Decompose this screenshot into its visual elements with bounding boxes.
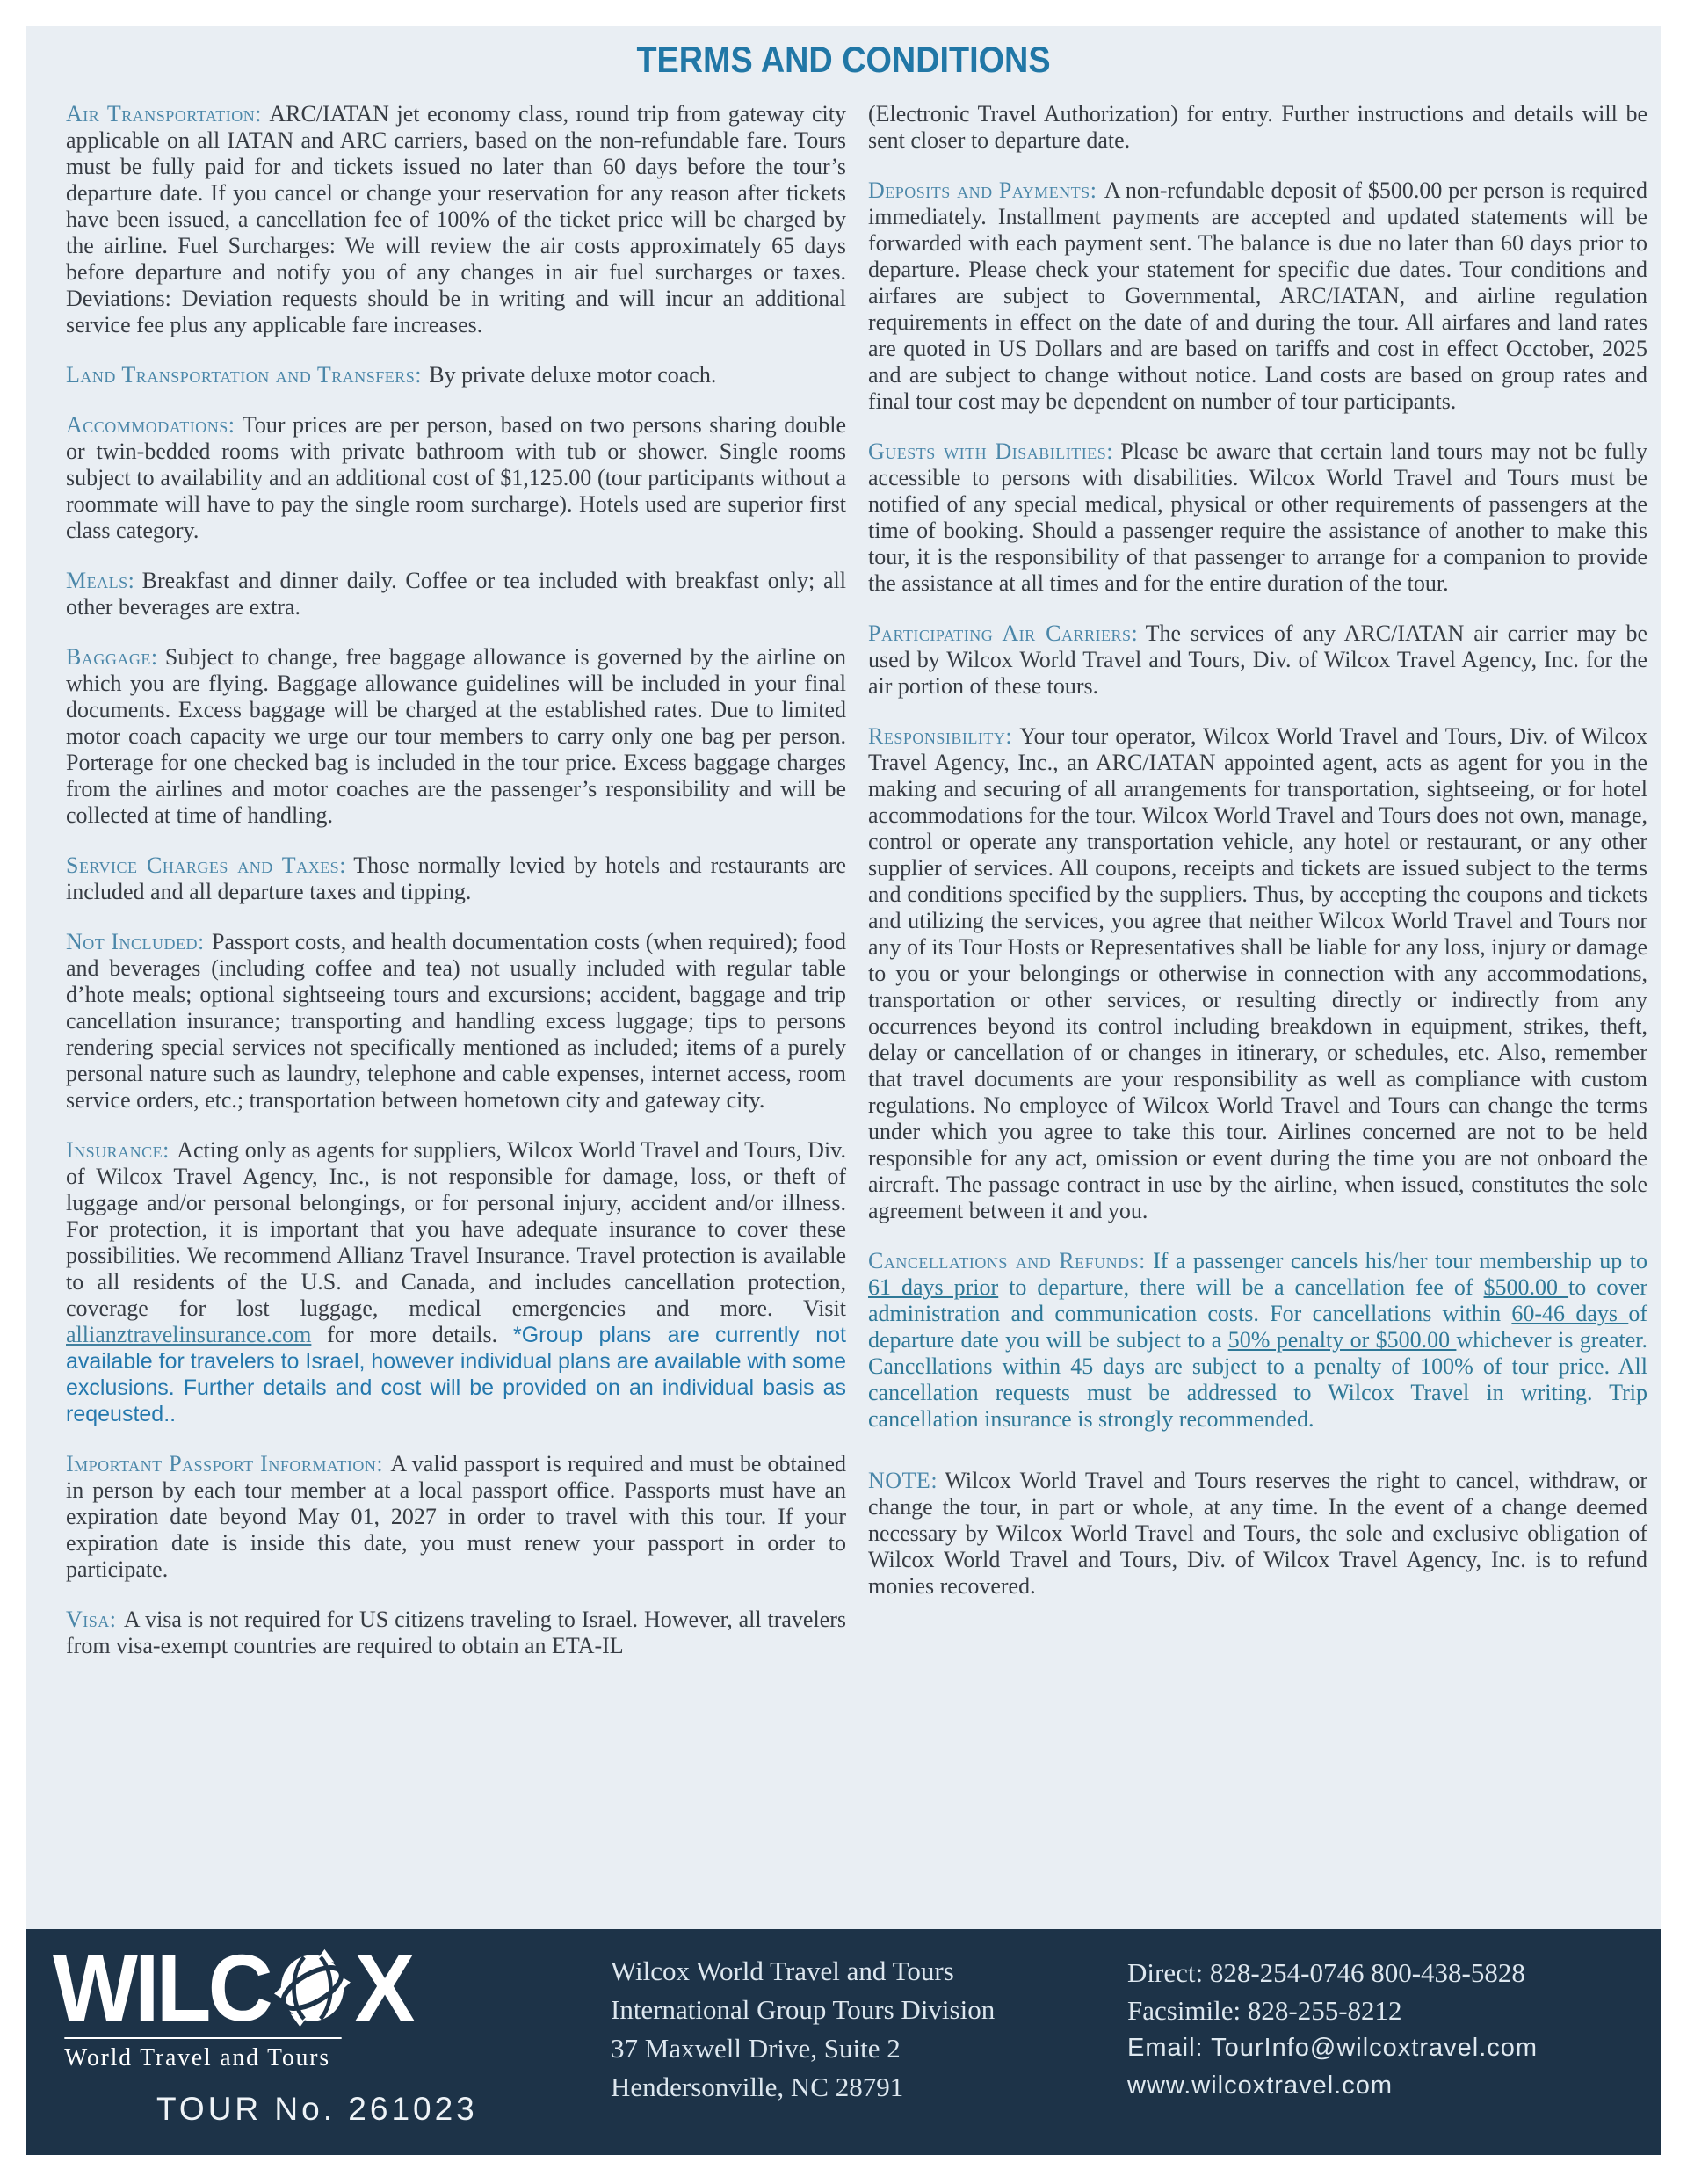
footer-band — [26, 1929, 1661, 2155]
contact-direct-phone: Direct: 828-254-0746 800-438-5828 — [1127, 1957, 1525, 1988]
tour-number: TOUR No. 261023 — [156, 2091, 478, 2127]
address-company: Wilcox World Travel and Tours — [611, 1955, 954, 1986]
section-cancellations-refunds — [868, 1248, 1647, 1433]
section-body: Passport costs, and health documentation costs (when required); food and beverages (including coffee and tea) not usually included with regular table d’hote meals; optional sightseeing tours and excursions; accident, baggage and trip cancellation insurance; transporting and handling excess luggage; tips to persons rendering special services not specifically mentioned as included; items of a purely personal nature such as laundry, telephone and cable expenses, internet access, room service orders, etc.; transportation between hometown city and gateway city. — [66, 929, 846, 1113]
logo-subtitle: World Travel and Tours — [64, 2037, 341, 2072]
section-responsibility — [868, 723, 1647, 1224]
section-air-carriers — [868, 620, 1647, 700]
section-heading: Baggage: — [66, 644, 158, 670]
left-column — [66, 101, 846, 1683]
address-street: 37 Maxwell Drive, Suite 2 — [611, 2033, 901, 2064]
section-body: Tour prices are per person, based on two persons sharing double or twin-bedded rooms with private bathroom with tub or shower. Single rooms subject to availability and an additional cost of $1,125.00 (tour participants without a roommate will have to pay the single room surcharge). Hotels used are superior first class category. — [66, 412, 846, 543]
section-body: A non-refundable deposit of $500.00 per person is required immediately. Installment payments are accepted and updated statements will be forwarded with each payment sent. The balance is due no later than 60 days prior to departure. Please check your statement for specific due dates. Tour conditions and airfares are subject to Governmental, ARC/IATAN, and airline regulation requirements in effect on the date of and during the tour. All airfares and land rates are quoted in US Dollars and are based on tariffs and cost in effect Occtober, 2025 and are subject to change without notice. Land costs are based on group rates and final tour cost may be dependent on number of tour participants. — [868, 178, 1647, 414]
section-body: for more details. — [311, 1322, 513, 1347]
logo-text-end: X — [354, 1934, 412, 2041]
section-visa-continuation — [868, 101, 1647, 154]
cancellation-window-underlined: 60-46 days — [1511, 1301, 1629, 1326]
section-service-charges — [66, 853, 846, 905]
section-body: The services of any ARC/IATAN air carrier may be used by Wilcox World Travel and Tours, Div. of Wilcox Travel Agency, Inc. for the air portion of these tours. — [868, 620, 1647, 699]
address-city: Hendersonville, NC 28791 — [611, 2072, 904, 2102]
section-heading: Air Transportation: — [66, 101, 263, 127]
section-passport-information — [66, 1451, 846, 1583]
contact-email[interactable]: Email: TourInfo@wilcoxtravel.com — [1127, 2034, 1539, 2062]
section-air-transportation — [66, 101, 846, 338]
section-meals — [66, 568, 846, 620]
wilcox-logo-word — [53, 1934, 437, 2041]
section-body: If a passenger cancels his/her tour membership up to — [1153, 1248, 1647, 1273]
insurance-group-plans-note: *Group plans are currently not available for travelers to Israel, however individual plans are available with some exclusions. Further details and cost will be provided on an individual basis as reqeusted.. — [66, 1323, 846, 1426]
logo-text-start: WILC — [53, 1934, 270, 2041]
section-insurance — [66, 1137, 846, 1427]
section-body: Wilcox World Travel and Tours reserves the right to cancel, withdraw, or change the tour, in part or whole, at any time. In the event of a change deemed necessary by Wilcox World Travel and Tours, the sole and exclusive obligation of Wilcox World Travel and Tours, Div. of Wilcox Travel Agency, Inc. is to refund monies recovered. — [868, 1468, 1647, 1599]
section-body: to cover administration and communication costs. For cancellations within — [868, 1274, 1648, 1326]
section-heading: Service Charges and Taxes: — [66, 853, 346, 878]
section-deposits-payments — [868, 178, 1647, 415]
section-not-included — [66, 929, 846, 1114]
section-heading: Participating Air Carriers: — [868, 620, 1139, 646]
section-body: (Electronic Travel Authorization) for entry. Further instructions and details will be sent closer to departure date. — [868, 101, 1647, 153]
section-body: By private deluxe motor coach. — [429, 362, 717, 388]
section-land-transportation — [66, 362, 846, 388]
section-heading: Accommodations: — [66, 412, 235, 438]
section-heading: Guests with Disabilities: — [868, 439, 1113, 464]
address-division: International Group Tours Division — [611, 1994, 996, 2025]
section-heading: Meals: — [66, 568, 135, 593]
section-visa — [66, 1607, 846, 1659]
section-body: Please be aware that certain land tours may not be fully accessible to persons with disabilities. Wilcox World Travel and Tours must be notified of any special medical, physical or other requirements of passengers at the time of booking. Should a passenger require the assistance of another to make this tour, it is the responsibility of that passenger to arrange for a companion to provide the assistance at all times and for the entire duration of the tour. — [868, 439, 1647, 596]
right-column — [868, 101, 1647, 1623]
section-heading: Not Included: — [66, 929, 205, 954]
section-heading: Visa: — [66, 1607, 117, 1632]
page-title: TERMS AND CONDITIONS — [636, 39, 1051, 80]
section-heading: Deposits and Payments: — [868, 178, 1097, 203]
section-body: ARC/IATAN jet economy class, round trip from gateway city applicable on all IATAN and ARC carriers, based on the non-refundable fare. Tours must be fully paid for and tickets issued no later than 60 days before the tour’s departure date. If you cancel or change your reservation for any reason after tickets have been issued, a cancellation fee of 100% of the ticket price will be charged by the airline. Fuel Surcharges: We will review the air costs approximately 65 days before departure and notify you of any changes in air fuel surcharges or taxes. Deviations: Deviation requests should be in writing and will incur an additional service fee plus any applicable fare increases. — [66, 101, 846, 337]
cancellation-fee-underlined: $500.00 — [1483, 1274, 1569, 1300]
section-body: Breakfast and dinner daily. Coffee or tea included with breakfast only; all other beverages are extra. — [66, 568, 846, 620]
terms-page — [26, 26, 1661, 2155]
section-body: Acting only as agents for suppliers, Wilcox World Travel and Tours, Div. of Wilcox Travel Agency, Inc., is not responsible for damage, loss, or theft of luggage and/or personal belongings, or for personal injury, accident and/or illness. For protection, it is important that you have adequate insurance to cover these possibilities. We recommend Allianz Travel Insurance. Travel protection is available to all residents of the U.S. and Canada, and includes cancellation protection, coverage for lost luggage, medical emergencies and more. Visit — [66, 1137, 846, 1321]
contact-fax: Facsimile: 828-255-8212 — [1127, 1995, 1402, 2026]
section-guests-disabilities — [868, 439, 1647, 597]
section-body: of departure date you will be subject to a — [868, 1301, 1647, 1353]
section-body: A valid passport is required and must be obtained in person by each tour member at a local passport office. Passports must have an expiration date beyond May 01, 2027 in order to travel with this tour. If your expiration date is inside this date, you must renew your passport in order to participate. — [66, 1451, 847, 1582]
cancellation-term-underlined: 61 days prior — [868, 1274, 999, 1300]
globe-compass-icon — [272, 1945, 353, 2031]
section-heading: Responsibility: — [868, 723, 1013, 749]
section-body: whichever is greater. Cancellations within 45 days are subject to a penalty of 100% of tour price. All cancellation requests must be addressed to Wilcox Travel in writing. Trip cancellation insurance is strongly recommended. — [868, 1327, 1647, 1432]
section-baggage — [66, 644, 846, 829]
section-body: Subject to change, free baggage allowance is governed by the airline on which you are flying. Baggage allowance guidelines will be included in your final documents. Excess baggage will be charged at the established rates. Due to limited motor coach capacity we urge our tour members to carry only one bag per person. Porterage for one checked bag is included in the tour price. Excess baggage charges from the airlines and motor coaches are the passenger’s responsibility and will be collected at time of handling. — [66, 644, 846, 828]
section-note — [868, 1468, 1647, 1600]
section-body: Those normally levied by hotels and restaurants are included and all departure taxes and tipping. — [66, 853, 846, 904]
section-accommodations — [66, 412, 846, 544]
cancellation-penalty-underlined: 50% penalty or $500.00 — [1227, 1327, 1457, 1353]
section-body: Your tour operator, Wilcox World Travel and Tours, Div. of Wilcox Travel Agency, Inc., an ARC/IATAN appointed agent, acts as agent for you in the making and securing of all arrangements for transportation, sightseeing, or for hotel accommodations for the tour. Wilcox World Travel and Tours does not own, manage, control or operate any transportation vehicle, any hotel or restaurant, or any other supplier of services. All coupons, receipts and tickets are issued subject to the terms and conditions specified by the suppliers. Thus, by accepting the coupons and tickets and utilizing the services, you agree that neither Wilcox World Travel and Tours nor any of its Tour Hosts or Representatives shall be liable for any loss, injury or damage to you or your belongings or otherwise in connection with any accommodations, transportation or other services, or resulting directly or indirectly from any occurrences beyond its control including breakdown in equipment, strikes, theft, delay or cancellation of or changes in itinerary, or schedules, etc. Also, remember that travel documents are your responsibility as well as compliance with custom regulations. No employee of Wilcox World Travel and Tours can change the terms under which you agree to take this tour. Airlines concerned are not to be held responsible for any act, omission or event during the time you are not onboard the aircraft. The passage contract in use by the airline, when issued, constitutes the sole agreement between it and you. — [868, 723, 1647, 1223]
section-heading: Insurance: — [66, 1137, 170, 1163]
footer-address — [611, 1952, 995, 2107]
section-heading: Land Transportation and Transfers: — [66, 362, 422, 388]
footer-contact — [1127, 1954, 1538, 2105]
section-heading: NOTE: — [868, 1468, 938, 1493]
allianz-insurance-link[interactable]: allianztravelinsurance.com — [66, 1322, 312, 1347]
section-heading: Cancellations and Refunds: — [868, 1248, 1146, 1273]
contact-website[interactable]: www.wilcoxtravel.com — [1127, 2072, 1393, 2100]
section-body: to departure, there will be a cancellation fee of — [998, 1274, 1484, 1300]
section-heading: Important Passport Information: — [66, 1451, 384, 1477]
wilcox-logo — [53, 1934, 437, 2072]
section-body: A visa is not required for US citizens traveling to Israel. However, all travelers from visa-exempt countries are required to obtain an ETA-IL — [66, 1607, 846, 1658]
